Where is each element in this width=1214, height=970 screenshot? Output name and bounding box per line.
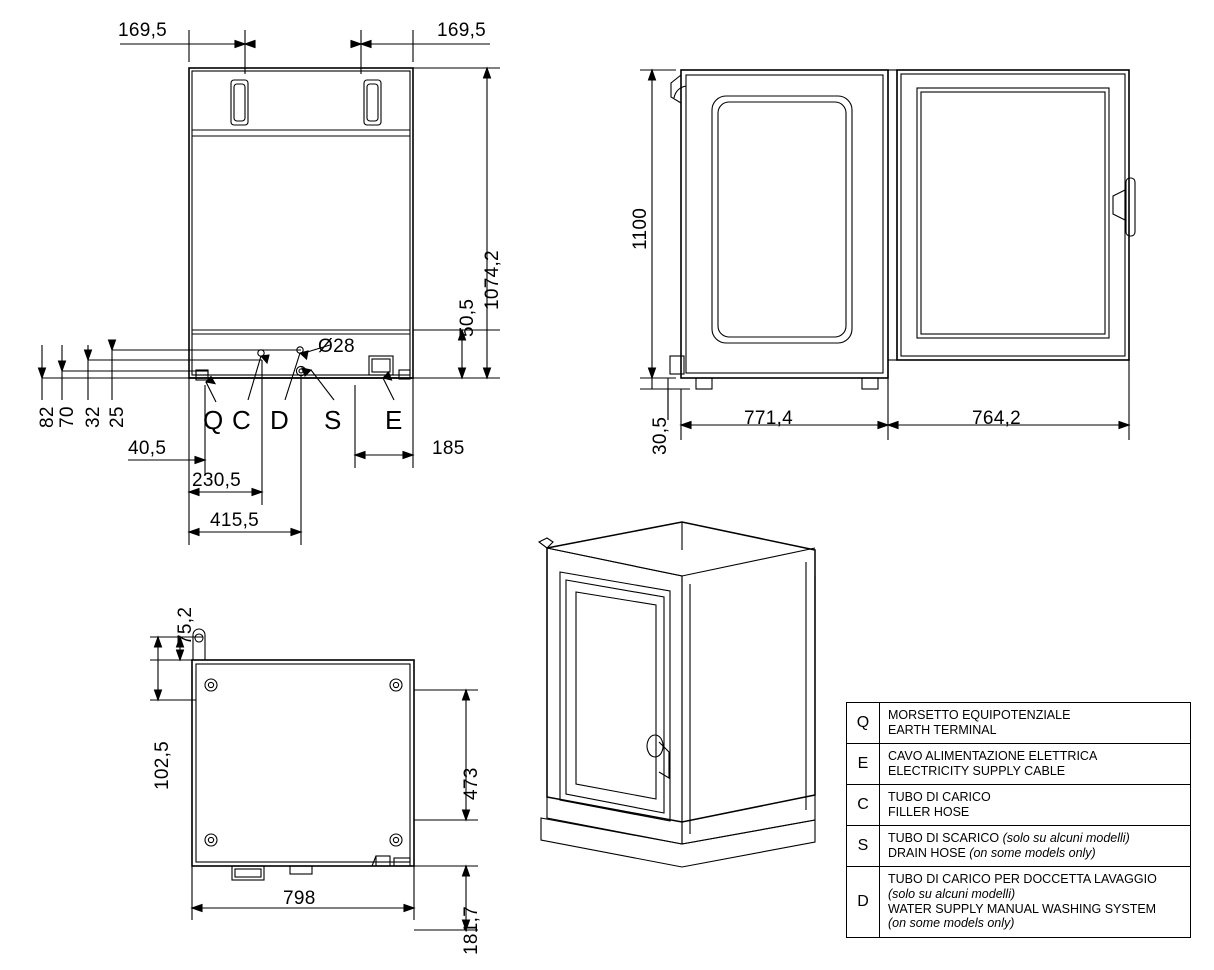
dim-front-diameter: Ø28 bbox=[318, 336, 355, 357]
legend-text-it-note: (solo su alcuni modelli) bbox=[888, 886, 1016, 901]
legend-text-it bbox=[888, 831, 1130, 846]
dim-side-door-open: 764,2 bbox=[972, 408, 1022, 429]
legend-text-it-main: TUBO DI SCARICO bbox=[888, 831, 1000, 845]
legend-text bbox=[880, 785, 997, 825]
dim-front-32: 32 bbox=[83, 406, 104, 428]
legend-text-en: FILLER HOSE bbox=[888, 804, 970, 819]
dim-top-75-2: 75,2 bbox=[175, 606, 196, 645]
dim-side-body-depth: 771,4 bbox=[744, 408, 794, 429]
dim-top-798: 798 bbox=[283, 888, 316, 909]
legend-text-en-main: DRAIN HOSE bbox=[888, 845, 966, 860]
legend-text-it: TUBO DI CARICO bbox=[888, 790, 991, 804]
dim-front-40-5: 40,5 bbox=[128, 438, 167, 459]
legend-text-en-note: (on some models only) bbox=[888, 916, 1015, 931]
dim-side-feet: 30,5 bbox=[650, 416, 671, 455]
dim-front-185: 185 bbox=[432, 438, 465, 459]
label-c: C bbox=[232, 405, 251, 435]
label-q: Q bbox=[203, 405, 224, 435]
legend-text-it: CAVO ALIMENTAZIONE ELETTRICA bbox=[888, 749, 1098, 763]
dim-front-230-5: 230,5 bbox=[192, 470, 242, 491]
dim-top-473: 473 bbox=[461, 767, 482, 800]
legend-text bbox=[880, 744, 1103, 784]
legend-text-en: ELECTRICITY SUPPLY CABLE bbox=[888, 763, 1066, 778]
dim-front-lower-height: 50,5 bbox=[457, 298, 478, 337]
legend-table bbox=[846, 702, 1191, 938]
legend-text-en bbox=[888, 846, 1130, 861]
legend-key: C bbox=[847, 785, 880, 825]
dim-top-181-7: 181,7 bbox=[461, 905, 482, 955]
legend-key: S bbox=[847, 826, 880, 866]
legend-text-it: TUBO DI CARICO PER DOCCETTA LAVAGGIO bbox=[888, 872, 1157, 886]
dim-front-total-height: 1074,2 bbox=[482, 250, 503, 310]
label-s: S bbox=[324, 405, 342, 435]
legend-row bbox=[847, 703, 1190, 744]
legend-key: D bbox=[847, 867, 880, 937]
legend-text bbox=[880, 867, 1163, 937]
legend-text bbox=[880, 703, 1076, 743]
legend-row bbox=[847, 785, 1190, 826]
dim-front-25: 25 bbox=[107, 406, 128, 428]
legend-text-en: WATER SUPPLY MANUAL WASHING SYSTEM bbox=[888, 901, 1157, 916]
legend-key: Q bbox=[847, 703, 880, 743]
legend-row bbox=[847, 744, 1190, 785]
legend-text-it-note: (solo su alcuni modelli) bbox=[1002, 831, 1130, 845]
label-e: E bbox=[385, 405, 403, 435]
dim-front-82: 82 bbox=[37, 406, 58, 428]
legend-text bbox=[880, 826, 1136, 866]
legend-row bbox=[847, 826, 1190, 867]
legend-row bbox=[847, 867, 1190, 937]
dim-front-top-left: 169,5 bbox=[118, 20, 168, 41]
dim-front-415-5: 415,5 bbox=[210, 510, 260, 531]
dim-front-top-right: 169,5 bbox=[437, 20, 487, 41]
dim-side-height: 1100 bbox=[630, 207, 651, 250]
dim-top-102-5: 102,5 bbox=[152, 740, 173, 790]
legend-text-it: MORSETTO EQUIPOTENZIALE bbox=[888, 708, 1071, 722]
legend-text-en: EARTH TERMINAL bbox=[888, 722, 997, 737]
dim-front-70: 70 bbox=[57, 406, 78, 428]
legend-text-en-note: (on some models only) bbox=[969, 845, 1096, 860]
label-d: D bbox=[270, 405, 289, 435]
legend-key: E bbox=[847, 744, 880, 784]
